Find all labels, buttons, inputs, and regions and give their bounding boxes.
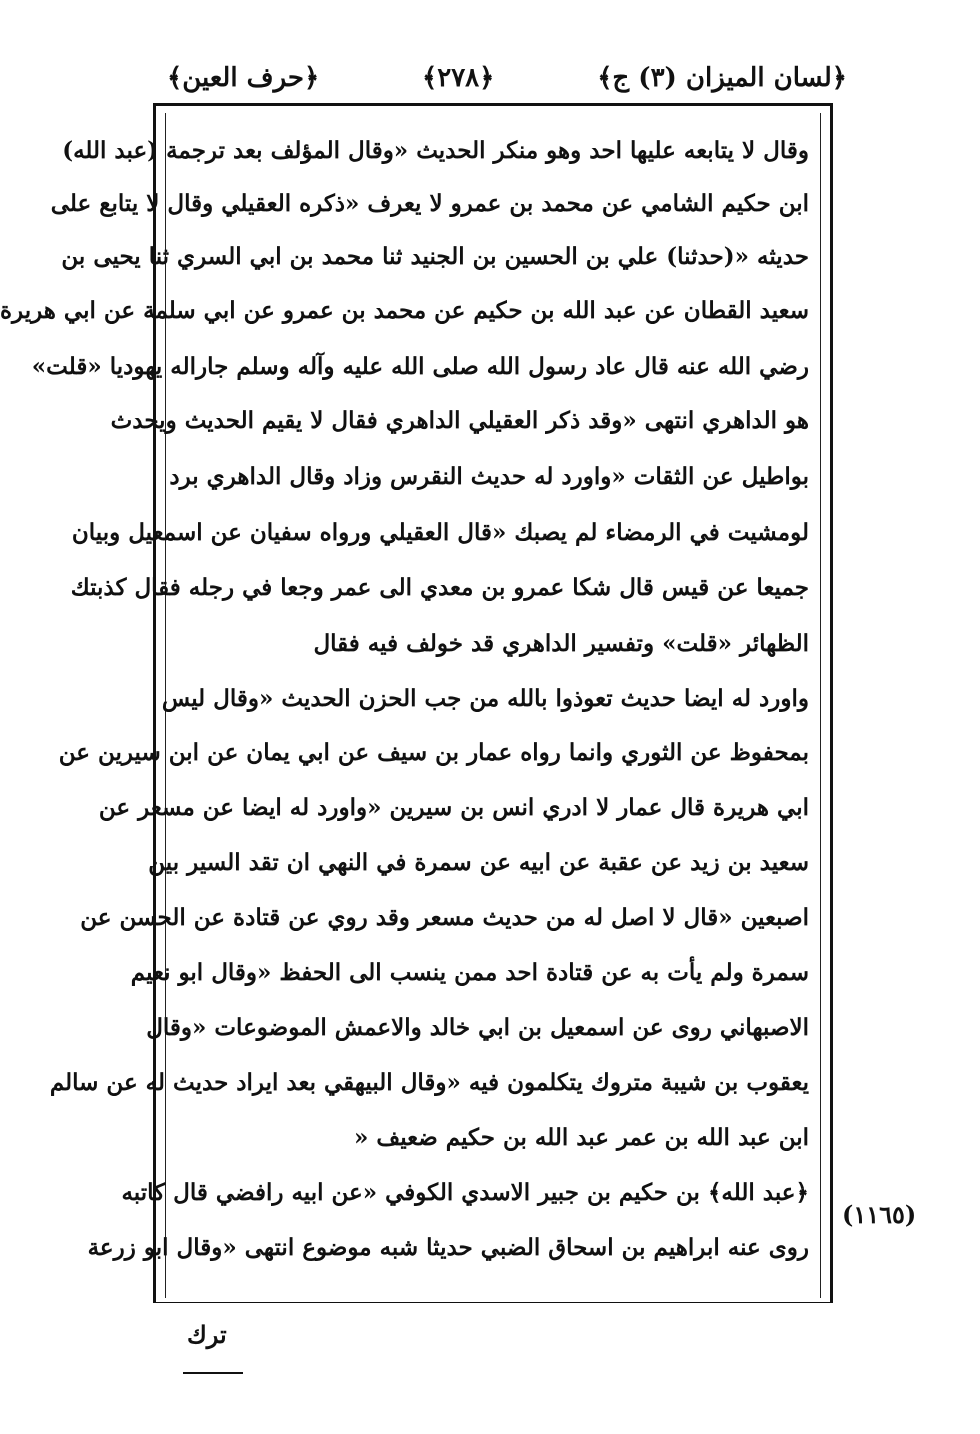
text-line: حديثه «(حدثنا) علي بن الحسين بن الجنيد ثنا محمد بن ابي السري ثنا يحيى بن xyxy=(61,243,809,270)
entry-heading-line: ﴿عبد الله﴾ بن حكيم بن جبير الاسدي الكوفي «عن ابيه رافضي قال كاتبه xyxy=(121,1179,809,1206)
entry-number: (١١٦٥) xyxy=(842,1200,917,1229)
text-line: يعقوب بن شيبة متروك يتكلمون فيه «وقال البيهقي بعد ايراد حديث له عن سالم xyxy=(49,1069,809,1096)
text-line: الاصبهاني روى عن اسمعيل بن ابي خالد والاعمش الموضوعات «وقال xyxy=(146,1014,809,1041)
book-title: ﴿لسان الميزان (٣) ج﴾ xyxy=(597,63,847,93)
text-line: جميعا عن قيس قال شكا عمرو بن معدي الى عمر وجعا في رجله فقال كذبتك xyxy=(70,574,809,601)
text-line: رضي الله عنه قال عاد رسول الله صلى الله عليه وآله وسلم جاراله يهوديا «قلت» xyxy=(31,353,809,380)
text-line: ابن حكيم الشامي عن محمد بن عمرو لا يعرف «ذكره العقيلي وقال لا يتابع على xyxy=(50,190,809,217)
text-line: لومشيت في الرمضاء لم يصبك «قال العقيلي ورواه سفيان عن اسمعيل وبيان xyxy=(71,519,809,546)
text-line: واورد له ايضا حديث تعوذوا بالله من جب الحزن الحديث «وقال ليس xyxy=(161,685,809,712)
section-title: ﴿حرف العين﴾ xyxy=(167,63,320,93)
catchword: ترك xyxy=(187,1320,227,1349)
page-header xyxy=(167,58,847,98)
text-line: سعيد بن زيد عن عقبة عن ابيه عن سمرة في النهي ان تقد السير بين xyxy=(148,849,809,876)
text-line: الظهائر «قلت» وتفسير الداهري قد خولف فيه فقال xyxy=(313,630,809,657)
text-line: اصبعين «قال لا اصل له من حديث مسعر وقد روي عن قتادة عن الحسن عن xyxy=(80,904,809,931)
page-number: ﴿٢٧٨﴾ xyxy=(422,63,495,93)
catchword-underline xyxy=(183,1372,243,1374)
text-line: سعيد القطان عن عبد الله بن حكيم عن محمد بن عمرو عن ابي سلمة عن ابي هريرة xyxy=(0,297,809,324)
text-line: بواطيل عن الثقات «واورد له حديث النقرس وزاد وقال الداهري برد xyxy=(169,463,809,490)
text-line: وقال لا يتابعه عليها احد وهو منكر الحديث «وقال المؤلف بعد ترجمة (عبد الله) xyxy=(62,137,809,164)
text-body xyxy=(0,126,809,1296)
text-line: روى عنه ابراهيم بن اسحاق الضبي حديثا شبه موضوع انتهى «وقال ابو زرعة xyxy=(87,1234,809,1261)
text-line: ابي هريرة قال عمار لا ادري انس بن سيرين «واورد له ايضا عن مسعر عن xyxy=(98,794,809,821)
text-line: بمحفوظ عن الثوري وانما رواه عمار بن سيف عن ابي يمان عن ابن سيرين عن xyxy=(58,739,809,766)
text-line: سمرة ولم يأت به عن قتادة احد ممن ينسب الى الحفظ «وقال ابو نعيم xyxy=(130,959,809,986)
text-line: ابن عبد الله بن عمر عبد الله بن حكيم ضعيف « xyxy=(354,1124,809,1151)
text-line: هو الداهري انتهى «وقد ذكر العقيلي الداهري فقال لا يقيم الحديث ويحدث xyxy=(110,407,809,434)
